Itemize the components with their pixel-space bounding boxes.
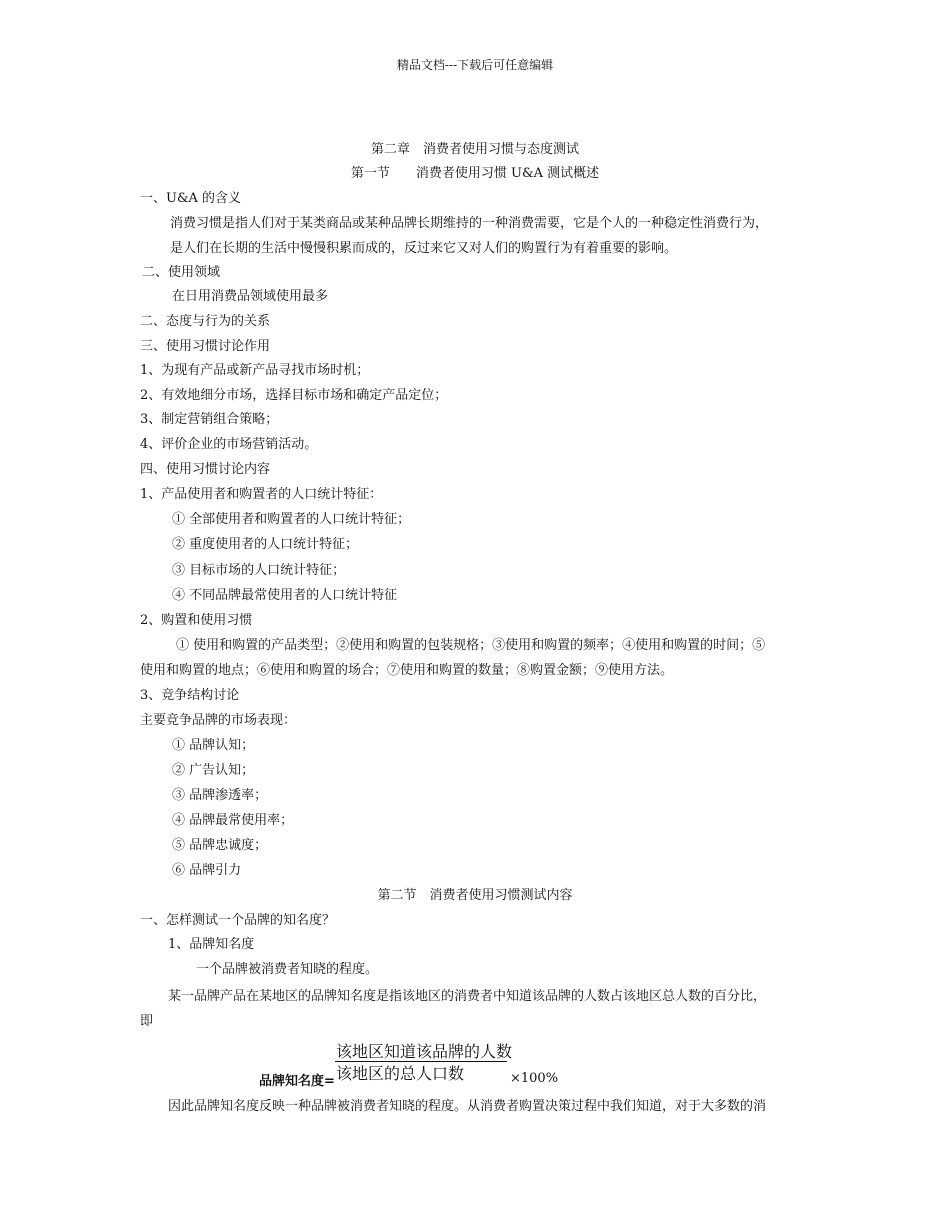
formula-label: 品牌知名度=: [259, 1074, 335, 1089]
formula-denominator: 该地区的总人口数: [336, 1064, 465, 1083]
role-item: 4、评价企业的市场营销活动。: [140, 437, 318, 452]
field-text: 在日用消费品领域使用最多: [172, 289, 329, 304]
awareness-paragraph-2: 因此品牌知名度反映一种品牌被消费者知晓的程度。从消费者购置决策过程中我们知道，对于大多数的消: [168, 1099, 767, 1114]
content-3-intro: 主要竞争品牌的市场表现：: [140, 713, 297, 728]
heading-field: 二、使用领域: [142, 265, 221, 280]
heading-meaning: 一、U&A 的含义: [140, 191, 242, 206]
role-item: 2、有效地细分市场，选择目标市场和确定产品定位；: [140, 388, 448, 403]
section-title-1: 第一节 消费者使用习惯 U&A 测试概述: [350, 166, 600, 181]
content-1-item: ④ 不同品牌最常使用者的人口统计特征: [172, 588, 398, 603]
role-item: 1、为现有产品或新产品寻找市场时机；: [140, 363, 370, 378]
content-1-item: ③ 目标市场的人口统计特征；: [172, 563, 346, 578]
subheading-awareness: 1、品牌知名度: [168, 937, 255, 952]
section-title-2: 第二节 消费者使用习惯测试内容: [377, 888, 573, 903]
content-2-title: 2、购置和使用习惯: [140, 613, 253, 628]
role-item: 3、制定营销组合策略；: [140, 412, 279, 427]
content-1-title: 1、产品使用者和购置者的人口统计特征：: [140, 487, 383, 502]
awareness-paragraph-line-2: 即: [140, 1014, 154, 1029]
meaning-paragraph-line-1: 消费习惯是指人们对于某类商品或某种品牌长期维持的一种消费需要，它是个人的一种稳定性消费行为，: [170, 216, 769, 231]
content-3-item: ③ 品牌渗透率；: [172, 788, 268, 803]
content-3-item: ② 广告认知；: [172, 763, 255, 778]
content-2-paragraph-line-2: 使用和购置的地点；⑥使用和购置的场合；⑦使用和购置的数量；⑧购置金额；⑨使用方法。: [140, 663, 674, 678]
content-3-item: ④ 品牌最常使用率；: [172, 813, 294, 828]
formula-numerator: 该地区知道该品牌的人数: [336, 1042, 513, 1061]
content-3-item: ⑥ 品牌引力: [172, 863, 242, 878]
heading-attitude: 二、态度与行为的关系: [140, 314, 271, 329]
content-3-item: ① 品牌认知；: [172, 738, 255, 753]
content-1-item: ① 全部使用者和购置者的人口统计特征；: [172, 512, 411, 527]
page-header: 精品文档---下载后可任意编辑: [396, 58, 554, 72]
content-3-title: 3、竞争结构讨论: [140, 688, 240, 703]
formula-multiplier: ×100%: [510, 1071, 559, 1086]
heading-awareness-question: 一、怎样测试一个品牌的知名度？: [140, 913, 336, 928]
chapter-title: 第二章 消费者使用习惯与态度测试: [370, 142, 579, 157]
content-1-item: ② 重度使用者的人口统计特征；: [172, 537, 359, 552]
content-2-paragraph-line-1: ① 使用和购置的产品类型；②使用和购置的包装规格；③使用和购置的频率；④使用和购置的时间；⑤: [176, 638, 766, 653]
content-3-item: ⑤ 品牌忠诚度；: [172, 838, 268, 853]
meaning-paragraph-line-2: 是人们在长期的生活中慢慢积累而成的，反过来它又对人们的购置行为有着重要的影响。: [170, 241, 678, 256]
heading-role: 三、使用习惯讨论作用: [140, 339, 271, 354]
awareness-definition: 一个品牌被消费者知晓的程度。: [196, 962, 379, 977]
awareness-paragraph-line-1: 某一品牌产品在某地区的品牌知名度是指该地区的消费者中知道该品牌的人数占该地区总人数的百分比，: [168, 989, 767, 1004]
heading-content: 四、使用习惯讨论内容: [140, 462, 271, 477]
